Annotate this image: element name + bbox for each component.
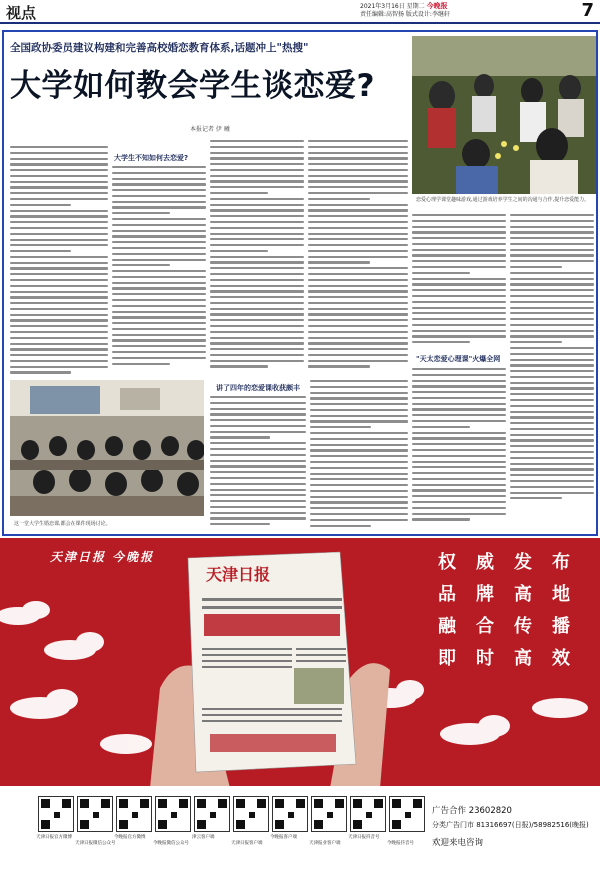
qr-label: 天津报业客户端 <box>309 841 341 846</box>
slogan-char: 威 <box>476 552 494 573</box>
section-label: 视点 <box>6 4 37 22</box>
slogan-char: 权 <box>438 552 456 573</box>
slogan-char: 融 <box>438 616 456 637</box>
qr-code[interactable] <box>233 796 269 832</box>
ad-contact-line: 分类广告门市 81316697(日报)/58982516(晚报) <box>432 821 589 829</box>
slogan-char: 时 <box>476 648 494 669</box>
slogan-char: 播 <box>552 616 570 637</box>
article-column-5 <box>210 396 306 532</box>
newspaper-group-advertisement <box>0 538 600 885</box>
masthead-rule <box>0 22 600 24</box>
qr-label: 天津日报客户端 <box>231 841 263 846</box>
qr-label: 今晚报微信公众号 <box>153 841 189 846</box>
article-column-3 <box>210 140 304 376</box>
ad-contact-line: 广告合作 23602820 <box>432 806 512 816</box>
page-masthead <box>0 0 600 24</box>
editors-line: 责任编辑:高智扬 版式设计:李继轩 <box>360 11 450 18</box>
slogan-char: 布 <box>552 552 570 573</box>
date-line: 2021年3月16日 星期二 <box>360 3 425 10</box>
slogan-char: 合 <box>476 616 494 637</box>
lecture-hall-photo <box>10 380 204 516</box>
slogan-char: 地 <box>552 584 570 605</box>
article-byline: 本报记者 伊 曦 <box>190 126 230 133</box>
page-number: 7 <box>581 0 594 21</box>
article-kicker: 全国政协委员建议构建和完善高校婚恋教育体系,话题冲上"热搜" <box>10 42 309 54</box>
qr-label: 今晚报抖音号 <box>387 841 414 846</box>
qr-code[interactable] <box>272 796 308 832</box>
newspaper-logo: 今晚报 <box>426 1 448 10</box>
qr-label: 今晚报客户端 <box>270 835 297 840</box>
qr-code[interactable] <box>116 796 152 832</box>
ad-group-logo: 天津日报 今晚报 <box>50 550 155 564</box>
slogan-char: 发 <box>514 552 532 573</box>
slogan-char: 品 <box>438 584 456 605</box>
qr-code[interactable] <box>155 796 191 832</box>
qr-label: 今晚报官方微博 <box>114 835 146 840</box>
masthead-info <box>360 2 560 19</box>
qr-code[interactable] <box>77 796 113 832</box>
article-column-2 <box>112 166 206 376</box>
qr-code[interactable] <box>350 796 386 832</box>
classroom-game-photo <box>412 36 596 194</box>
ad-slogan <box>438 548 590 678</box>
article-column-1 <box>10 146 108 376</box>
qr-label: 津云客户端 <box>192 835 215 840</box>
ad-contact-line: 欢迎来电咨询 <box>432 838 484 848</box>
subhead-1: 大学生不知如何去恋爱? <box>114 154 189 162</box>
subhead-3: "天太恋爱心理课"火爆全网 <box>416 355 501 363</box>
qr-label: 天津日报抖音号 <box>348 835 380 840</box>
article-column-4 <box>308 140 408 376</box>
qr-label: 天津日报官方微博 <box>36 835 72 840</box>
photo-caption-top: 恋爱心理学课堂趣味游戏,通过游戏培养学生之间的沟通与合作,提升恋爱能力。 <box>416 197 590 203</box>
article-column-7b <box>412 368 506 532</box>
subhead-2: 讲了四年的恋爱课收获颇丰 <box>216 384 300 392</box>
qr-label: 天津日报微信公众号 <box>75 841 116 846</box>
article-column-6 <box>310 380 408 532</box>
slogan-char: 传 <box>514 616 532 637</box>
qr-code[interactable] <box>194 796 230 832</box>
ad-newspaper-name: 天津日报 <box>206 565 271 584</box>
qr-code[interactable] <box>38 796 74 832</box>
slogan-char: 即 <box>438 648 456 669</box>
slogan-char: 高 <box>514 584 532 605</box>
photo-caption-bottom: 这一堂大学生婚恋课,都会在课件现场讨论。 <box>14 521 111 527</box>
qr-code[interactable] <box>311 796 347 832</box>
slogan-char: 效 <box>552 648 570 669</box>
slogan-char: 牌 <box>476 584 494 605</box>
slogan-char: 高 <box>514 648 532 669</box>
feature-article <box>2 30 598 536</box>
article-headline: 大学如何教会学生谈恋爱? <box>10 68 375 104</box>
article-column-8 <box>510 214 594 532</box>
qr-code[interactable] <box>389 796 425 832</box>
